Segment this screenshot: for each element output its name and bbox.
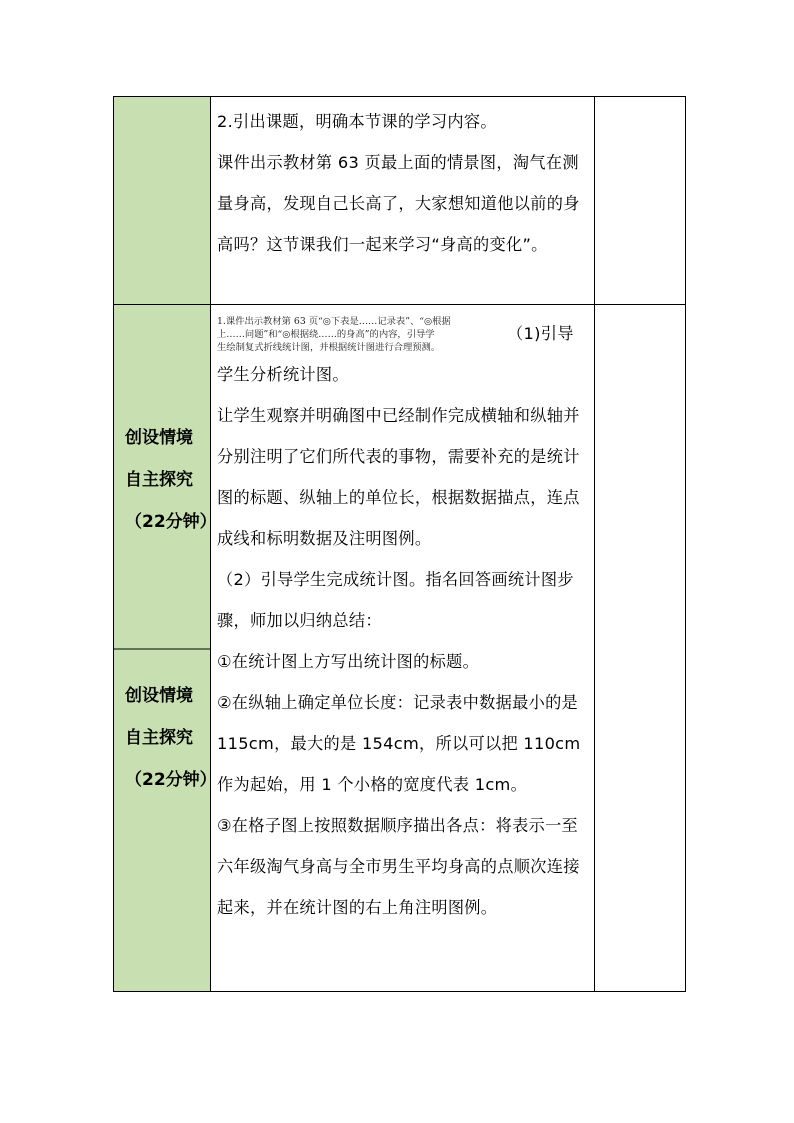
content-cell xyxy=(211,305,595,992)
notes-cell xyxy=(595,97,686,305)
paragraph-start: （1)引导 xyxy=(507,324,574,343)
paragraph: ③在格子图上按照数据顺序描出各点：将表示一至六年级淘气身高与全市男生平均身高的点顺次连接起来，并在统计图的右上角注明图例。 xyxy=(217,816,580,917)
paragraph: 让学生观察并明确图中已经制作完成横轴和纵轴并分别注明了它们所代表的事物，需要补充的是统计图的标题、纵轴上的单位长，根据数据描点，连点成线和标明数据及注明图例。 xyxy=(217,406,580,548)
paragraph: ①在统计图上方写出统计图的标题。 xyxy=(217,652,480,671)
paragraph: ②在纵轴上确定单位长度：记录表中数据最小的是 115cm，最大的是 154cm，所以可以把 110cm 作为起始，用 1 个小格的宽度代表 1cm。 xyxy=(217,693,581,794)
stage-label-repeat: 创设情境 自主探究 （22分钟） xyxy=(125,686,217,790)
scan-line xyxy=(217,309,586,354)
content-cell xyxy=(211,97,595,305)
paragraph: 学生分析统计图。 xyxy=(217,365,349,384)
scanned-textbook-excerpt: 1.课件出示教材第 63 页“◎下表是……记录表”、“◎根据 上……问题”和“◎根据绕……的身高”的内容，引导学 生绘制复式折线统计图，并根据统计图进行合理预测。 xyxy=(217,316,451,353)
notes-cell xyxy=(595,305,686,992)
paragraph: 课件出示教材第 63 页最上面的情景图，淘气在测量身高，发现自己长高了，大家想知道他以前的身高吗？这节课我们一起来学习“身高的变化”。 xyxy=(217,153,580,254)
stage-cell xyxy=(114,305,217,992)
lesson-plan-table xyxy=(113,96,686,992)
stage-label: 创设情境 自主探究 （22分钟） xyxy=(125,428,217,532)
table-row xyxy=(114,97,686,305)
table-row xyxy=(114,305,686,992)
paragraph: 2.引出课题，明确本节课的学习内容。 xyxy=(217,112,497,131)
stage-cell xyxy=(114,97,211,305)
paragraph: （2）引导学生完成统计图。指名回答画统计图步骤，师加以归纳总结： xyxy=(217,570,574,630)
